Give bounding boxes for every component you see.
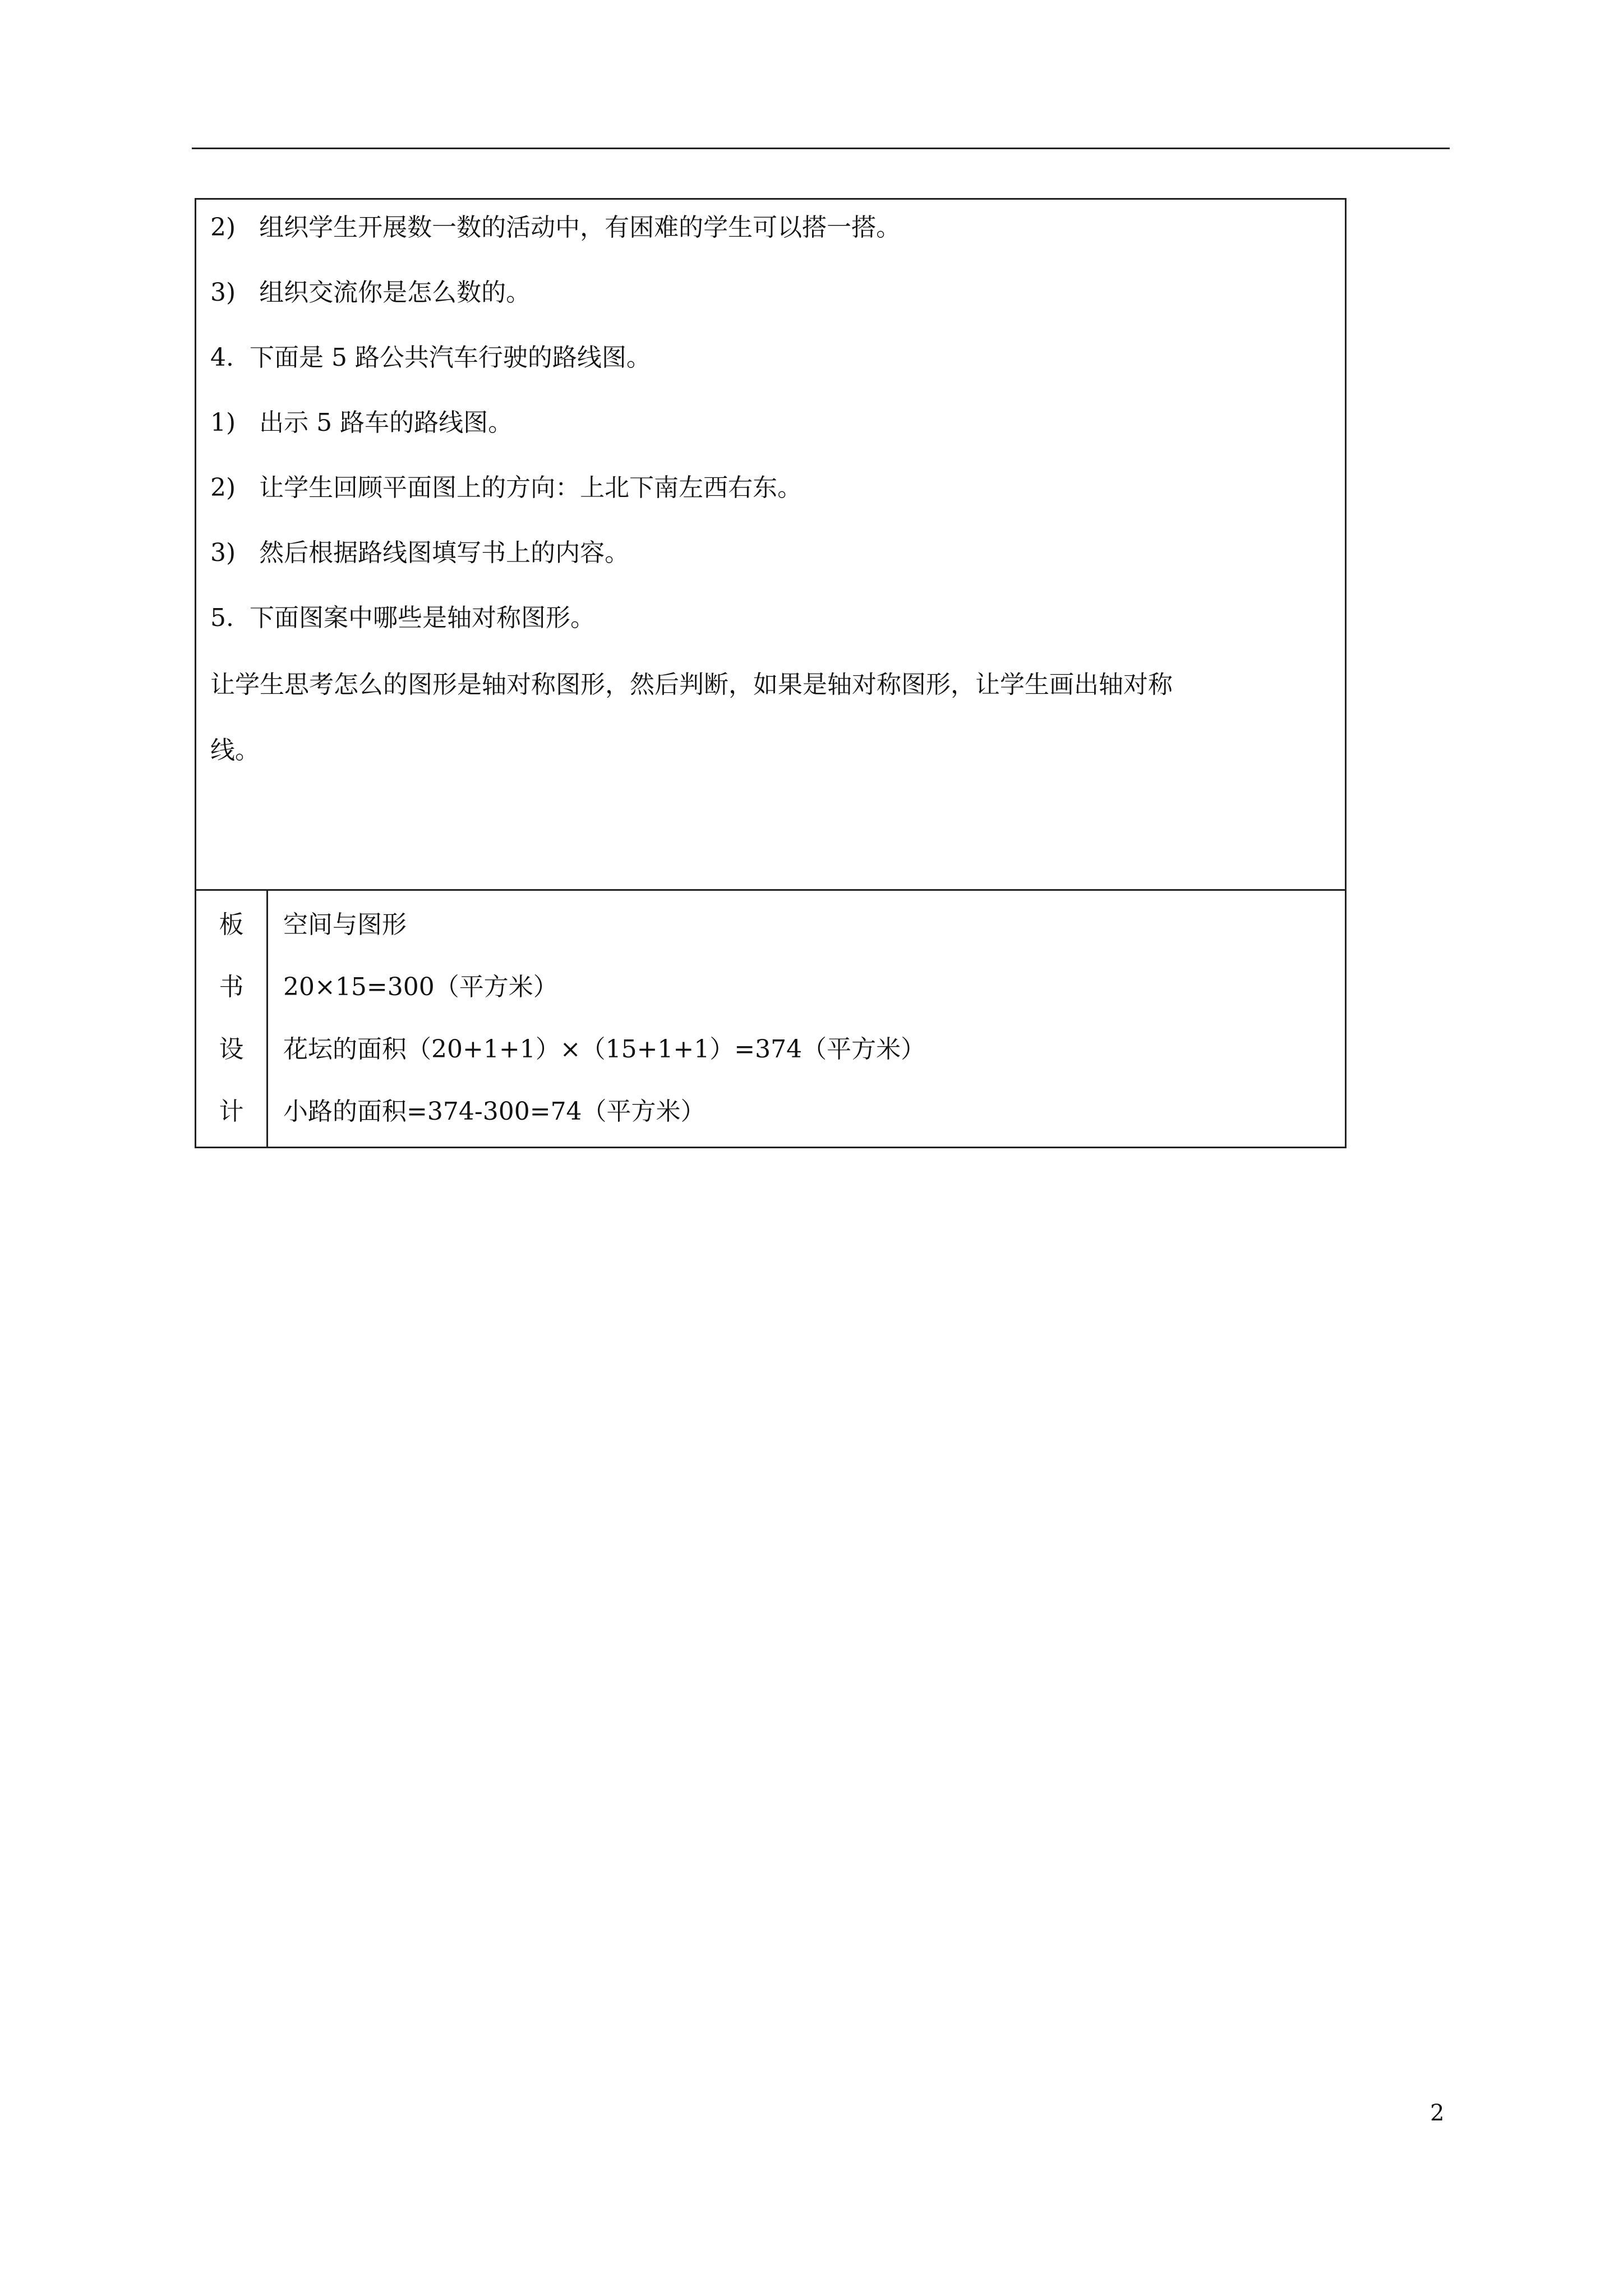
instruction-line: 5. 下面图案中哪些是轴对称图形。 <box>210 604 595 632</box>
board-design-row <box>196 891 1345 1147</box>
header-rule <box>192 148 1450 149</box>
page-number: 2 <box>1430 2100 1445 2126</box>
instruction-line: 4. 下面是 5 路公共汽车行驶的路线图。 <box>210 343 651 372</box>
lesson-table <box>195 198 1347 1148</box>
instruction-line: 3) 组织交流你是怎么数的。 <box>210 278 531 307</box>
instruction-line: 线。 <box>210 736 260 765</box>
instruction-line: 让学生思考怎么的图形是轴对称图形，然后判断，如果是轴对称图形，让学生画出轴对称 <box>210 670 1173 699</box>
board-design-line: 花坛的面积（20+1+1）×（15+1+1）=374（平方米） <box>283 1035 926 1064</box>
instructions-cell <box>196 200 1345 891</box>
board-design-label-char: 设 <box>219 1035 244 1064</box>
board-design-label-char: 计 <box>219 1097 244 1126</box>
instruction-line: 3) 然后根据路线图填写书上的内容。 <box>210 539 630 567</box>
column-divider <box>266 891 268 1147</box>
instruction-line: 1) 出示 5 路车的路线图。 <box>210 408 513 437</box>
board-design-label-char: 书 <box>219 973 244 1001</box>
board-design-label-char: 板 <box>219 910 244 939</box>
board-design-line: 小路的面积=374-300=74（平方米） <box>283 1097 706 1126</box>
instruction-line: 2) 让学生回顾平面图上的方向：上北下南左西右东。 <box>210 473 803 502</box>
board-design-line: 空间与图形 <box>283 910 407 939</box>
board-design-line: 20×15=300（平方米） <box>283 973 558 1001</box>
instruction-line: 2) 组织学生开展数一数的活动中，有困难的学生可以搭一搭。 <box>210 213 901 242</box>
